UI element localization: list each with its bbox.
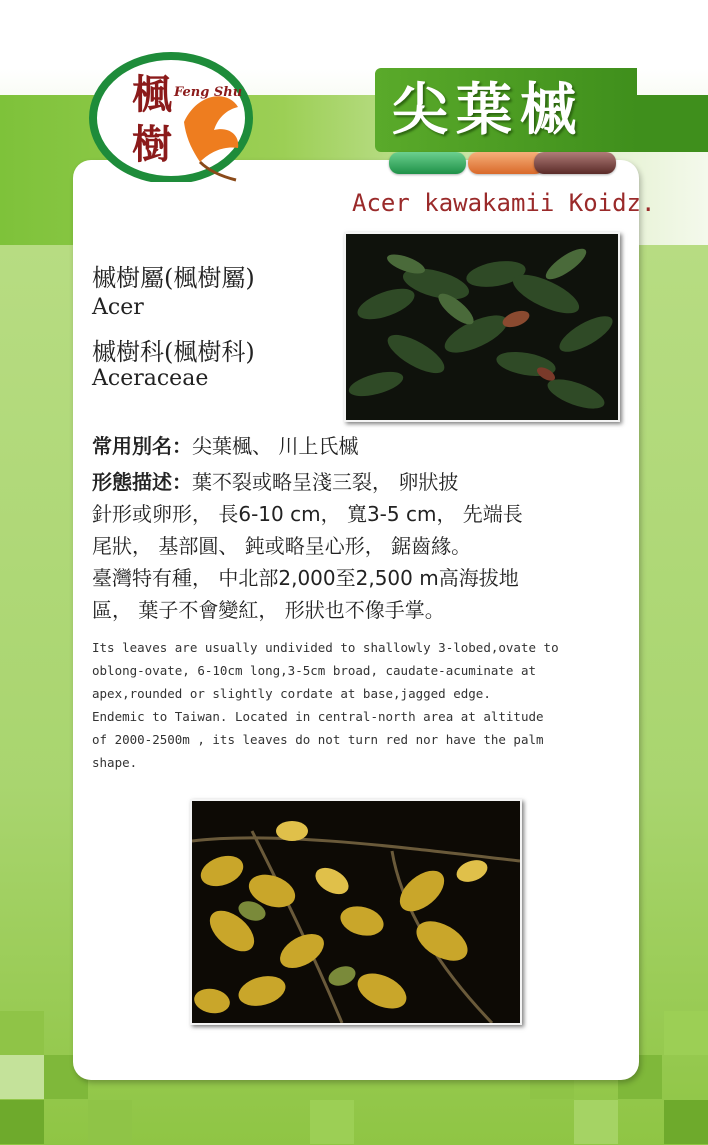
genus-zh: 槭樹屬(楓樹屬) <box>92 264 255 292</box>
family-zh: 槭樹科(楓樹科) <box>92 338 255 366</box>
description-zh-line: 尾狀， 基部圓、 鈍或略呈心形， 鋸齒緣。 <box>92 534 472 558</box>
decor-square <box>574 1100 618 1144</box>
accent-pill-brown <box>534 152 616 174</box>
common-names <box>92 430 358 462</box>
description-zh-text: 葉不裂或略呈淺三裂， 卵狀披 <box>192 470 459 494</box>
description-en-line: apex,rounded or slightly cordate at base,jagged edge. <box>92 686 491 701</box>
morphology-label: 形態描述： <box>92 470 192 494</box>
feng-shu-logo <box>88 52 254 182</box>
leaf-photo-yellow <box>190 799 522 1025</box>
leaf-photo-green <box>344 232 620 422</box>
genus-en: Acer <box>92 295 144 320</box>
logo-char-1: 楓 <box>132 71 172 118</box>
description-zh-line: 區， 葉子不會變紅， 形狀也不像手掌。 <box>92 598 445 622</box>
decor-square <box>0 1055 44 1099</box>
decor-square <box>664 1100 708 1144</box>
description-en <box>92 636 627 774</box>
logo-text-en: Feng Shu <box>174 85 243 100</box>
decor-square <box>88 1100 132 1144</box>
accent-pill-green <box>389 152 466 174</box>
description-en-line: of 2000-2500m , its leaves do not turn red nor have the palm <box>92 732 544 747</box>
page-title: 尖葉槭 <box>392 78 584 143</box>
description-zh-line: 針形或卵形， 長6-10 cm， 寬3-5 cm， 先端長 <box>92 502 523 526</box>
logo-char-2: 樹 <box>132 121 172 168</box>
description-en-line: Endemic to Taiwan. Located in central-north area at altitude <box>92 709 544 724</box>
description-en-line: Its leaves are usually undivided to shallowly 3-lobed,ovate to <box>92 640 559 655</box>
common-names-label: 常用別名： <box>92 434 192 458</box>
description-zh-line <box>92 466 458 498</box>
decor-square <box>0 1011 44 1055</box>
family-en: Aceraceae <box>92 366 209 391</box>
decor-square <box>664 1011 708 1055</box>
description-en-line: shape. <box>92 755 138 770</box>
description-zh-line: 臺灣特有種， 中北部2,000至2,500 m高海拔地 <box>92 566 519 590</box>
description-en-line: oblong-ovate, 6-10cm long,3-5cm broad, caudate-acuminate at <box>92 663 537 678</box>
title-banner-extension <box>637 95 708 152</box>
decor-square <box>0 1100 44 1144</box>
common-names-value: 尖葉楓、 川上氏槭 <box>192 434 359 458</box>
decor-square <box>310 1100 354 1144</box>
scientific-name: Acer kawakamii Koidz. <box>352 189 656 217</box>
